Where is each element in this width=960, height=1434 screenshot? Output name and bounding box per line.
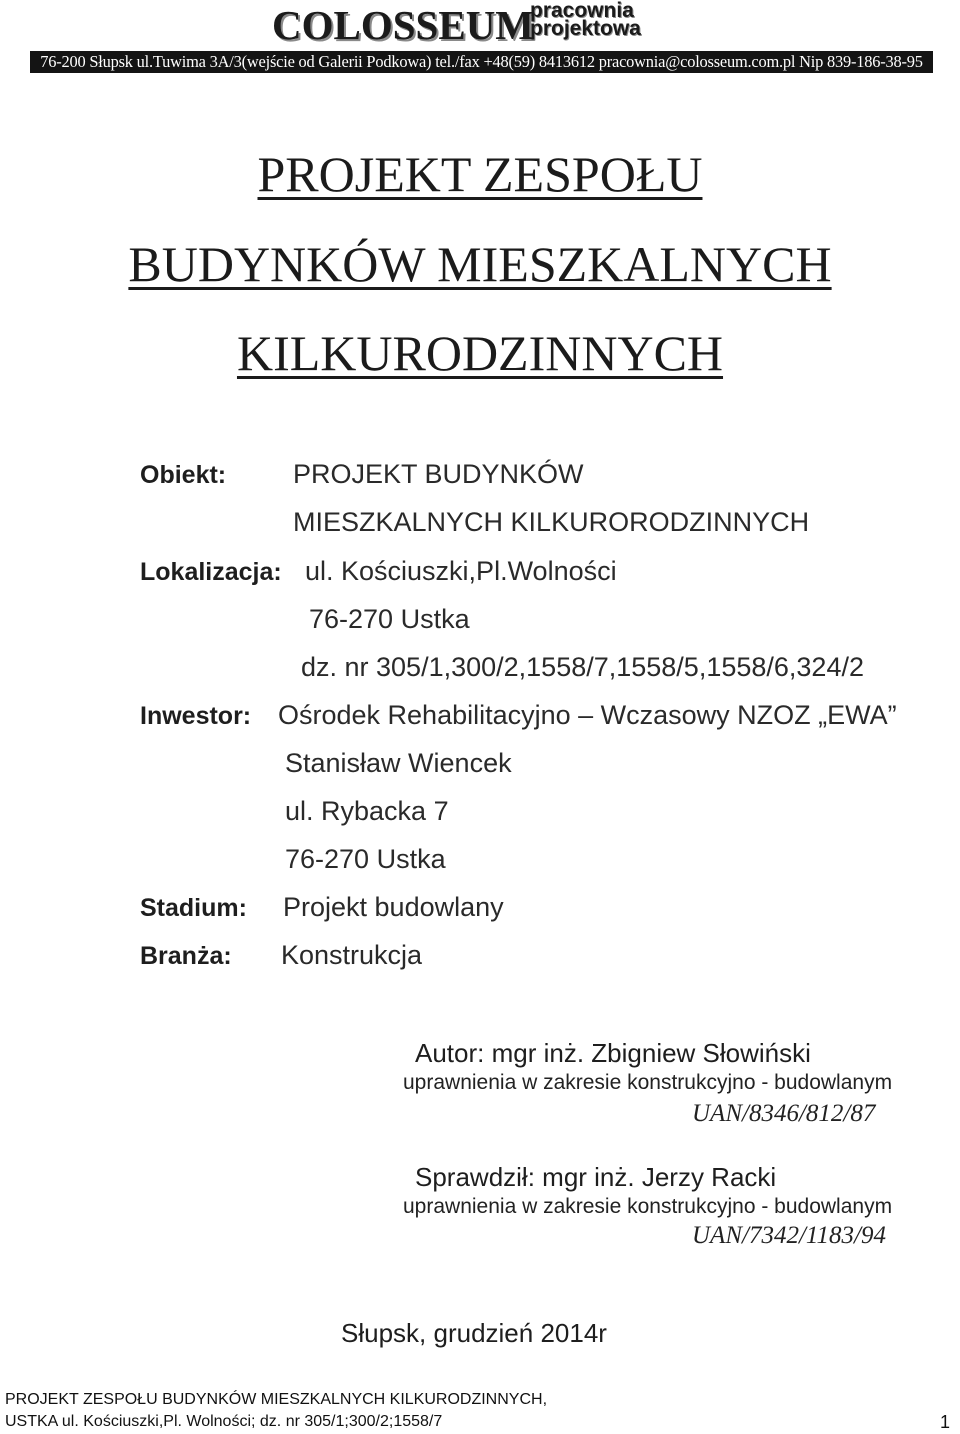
checker-rights: uprawnienia w zakresie konstrukcyjno - budowlanym [403, 1195, 893, 1218]
investor-label: Inwestor: [140, 702, 252, 730]
footer-line-2: USTKA ul. Kościuszki,Pl. Wolności; dz. nr 305/1;300/2;1558/7 [5, 1413, 443, 1430]
stage-label: Stadium: [140, 894, 247, 922]
object-value-line1: PROJEKT BUDYNKÓW [293, 459, 584, 489]
brand-subtitle-line1: pracownia [530, 0, 634, 22]
investor-value-line2: Stanisław Wiencek [285, 748, 512, 778]
title-line-1: PROJEKT ZESPOŁU [257, 146, 703, 202]
title-line-3: KILKURODZINNYCH [236, 325, 724, 381]
place-date: Słupsk, grudzień 2014r [341, 1318, 607, 1348]
object-value-line2: MIESZKALNYCH KILKURORODZINNYCH [293, 507, 810, 537]
location-value-line3: dz. nr 305/1,300/2,1558/7,1558/5,1558/6,324/2 [301, 652, 864, 682]
checker-name: Sprawdził: mgr inż. Jerzy Racki [415, 1162, 777, 1192]
author-rights: uprawnienia w zakresie konstrukcyjno - budowlanym [403, 1071, 893, 1094]
investor-value-line1: Ośrodek Rehabilitacyjno – Wczasowy NZOZ „EWA” [278, 700, 897, 730]
location-label: Lokalizacja: [140, 558, 282, 586]
brand-subtitle-line2: projektowa [530, 17, 641, 40]
title-line-2: BUDYNKÓW MIESZKALNYCH [128, 236, 832, 292]
author-license: UAN/8346/812/87 [692, 1100, 876, 1127]
location-value-line1: ul. Kościuszki,Pl.Wolności [305, 556, 617, 586]
brand-subtitle [530, 2, 641, 38]
page-number: 1 [940, 1412, 951, 1432]
branch-label: Branża: [140, 942, 232, 970]
location-value-line2: 76-270 Ustka [309, 604, 470, 634]
object-label: Obiekt: [140, 461, 227, 489]
letterhead-address-bar: 76-200 Słupsk ul.Tuwima 3A/3(wejście od Galerii Podkowa) tel./fax +48(59) 8413612 pracownia@colosseum.com.pl Nip 839-186-38-95 [30, 51, 933, 73]
author-name: Autor: mgr inż. Zbigniew Słowiński [415, 1038, 811, 1068]
footer-line-1: PROJEKT ZESPOŁU BUDYNKÓW MIESZKALNYCH KILKURODZINNYCH, [5, 1391, 548, 1408]
brand-logo: COLOSSEUM [272, 2, 534, 48]
investor-value-line4: 76-270 Ustka [285, 844, 446, 874]
investor-value-line3: ul. Rybacka 7 [285, 796, 449, 826]
stage-value: Projekt budowlany [283, 892, 504, 922]
branch-value: Konstrukcja [281, 940, 423, 970]
checker-license: UAN/7342/1183/94 [692, 1222, 886, 1249]
